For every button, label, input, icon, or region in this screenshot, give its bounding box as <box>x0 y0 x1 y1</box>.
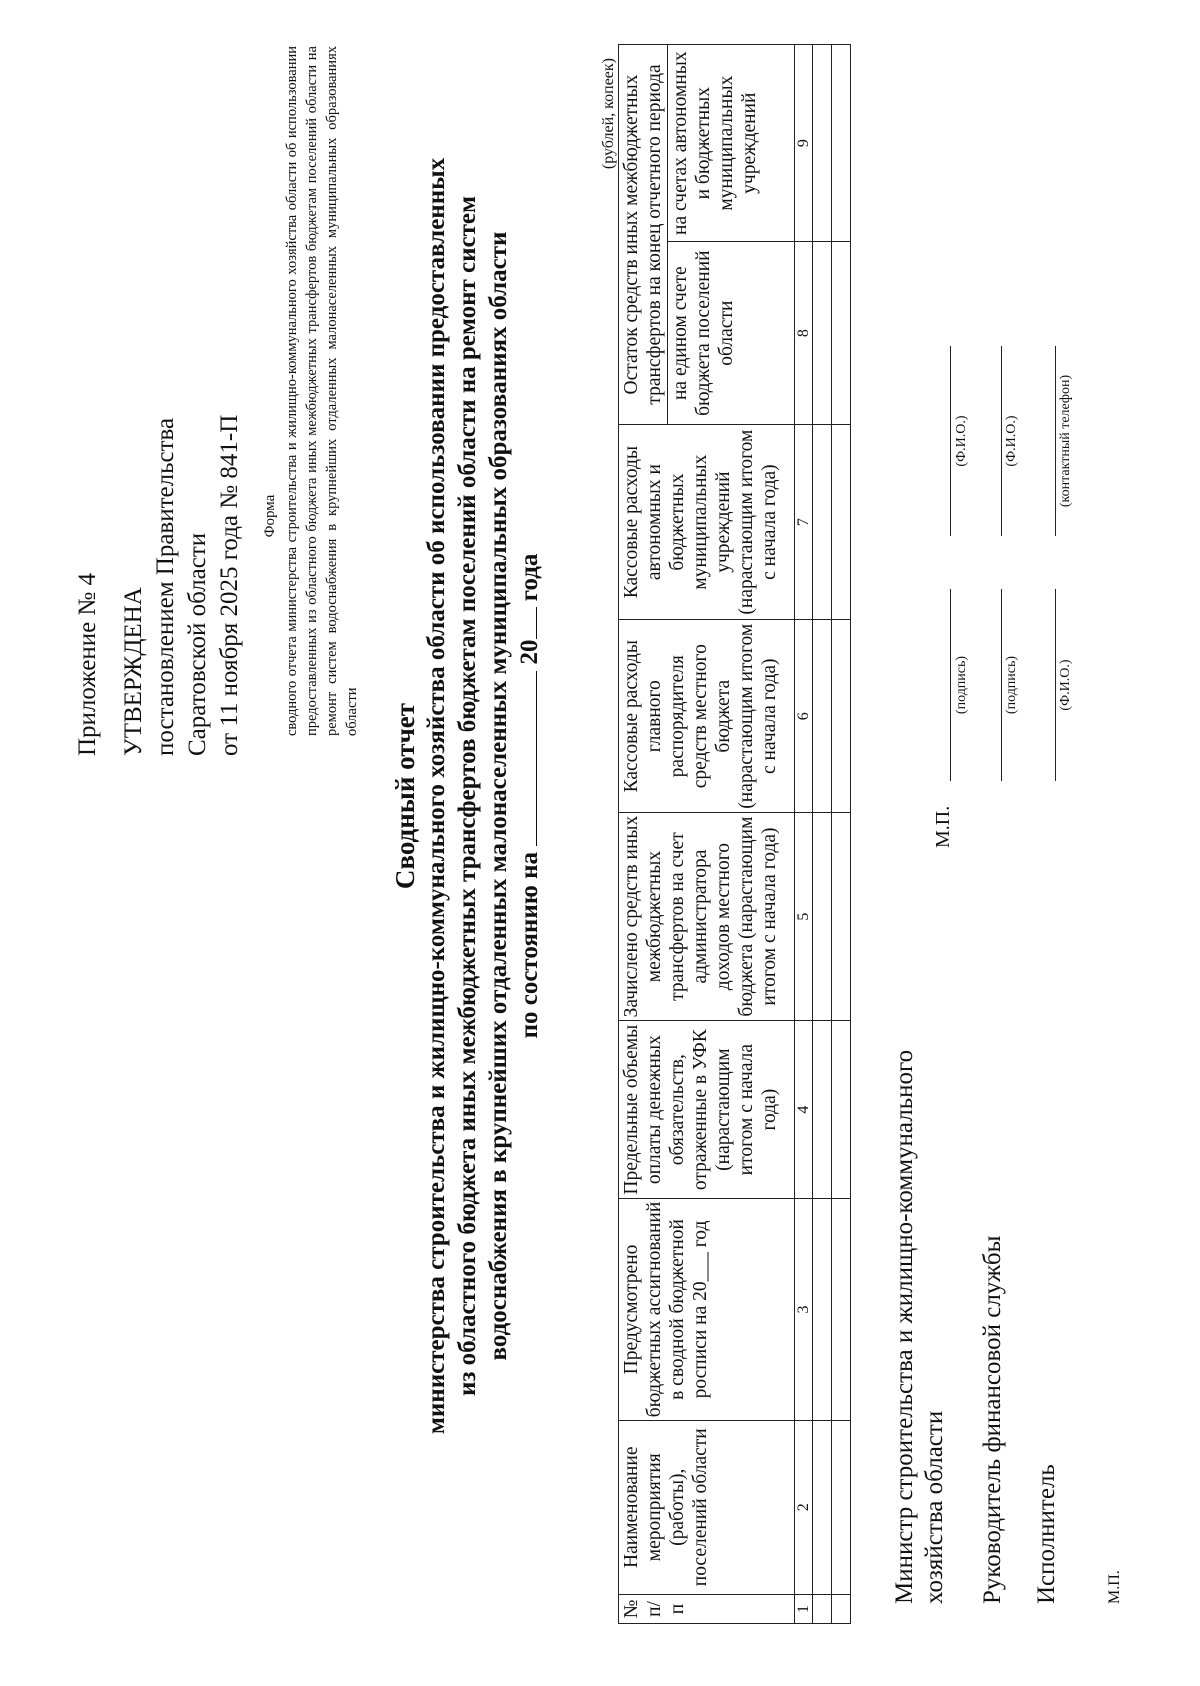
table-cell <box>813 813 832 1021</box>
table-cell <box>832 1594 851 1623</box>
table-cell <box>813 45 832 242</box>
table-cell <box>832 813 851 1021</box>
report-subtitle-line: министерства строительства и жилищно-коммунального хозяйства области об использовании предоставленных <box>423 157 450 1435</box>
table-cell <box>813 1199 832 1420</box>
column-number: 5 <box>795 813 813 1021</box>
table-cell <box>813 425 832 620</box>
column-number: 6 <box>795 620 813 813</box>
form-description: сводного отчета министерства строительства и жилищно-коммунального хозяйства области об использовании предоставленных из областного бюджета иных межбюджетных трансфертов бюджетам поселений области на ремонт систем водоснабжения в крупнейших отдаленных малонаселенных муниципальных образованиях области <box>284 46 360 736</box>
column-number: 7 <box>795 425 813 620</box>
table-cell <box>813 242 832 425</box>
signature-line <box>1001 589 1002 781</box>
phone-caption: (контактный телефон) <box>1058 374 1073 508</box>
table-row <box>813 45 832 1624</box>
signature-line <box>950 589 951 781</box>
as-of-label: по состоянию на <box>516 852 543 1039</box>
header-cell-cash-main: Кассовые расходы главного распорядителя средств местного бюджета (нарастающим итогом с начала года) <box>619 620 795 813</box>
form-label: Форма <box>262 494 278 538</box>
fio-line <box>1001 346 1002 536</box>
year-blank <box>514 608 537 640</box>
table-cell <box>813 1420 832 1594</box>
column-number: 8 <box>795 242 813 425</box>
stamp-place: М.П. <box>932 805 954 848</box>
table-cell <box>832 242 851 425</box>
date-blank <box>514 671 537 846</box>
minister-title <box>890 1050 950 1604</box>
fio-caption: (Ф.И.О.) <box>1004 415 1019 467</box>
minister-title-line: хозяйства области <box>921 1410 948 1604</box>
header-cell-number: № п/п <box>619 1594 795 1623</box>
header-cell-limits: Предельные объемы оплаты денежных обязательств, отраженные в УФК (нарастающим итогом с начала года) <box>619 1020 795 1199</box>
report-title-block <box>390 46 545 1546</box>
header-cell-planned: Предусмотрено бюджетных ассигнований в сводной бюджетной росписи на 20___ год <box>619 1199 795 1420</box>
fio-caption: (Ф.И.О.) <box>1058 659 1073 711</box>
approval-line: от 11 ноября 2025 года № 841-П <box>216 414 243 756</box>
column-number: 1 <box>795 1594 813 1623</box>
signature-caption: (подпись) <box>954 655 969 715</box>
column-number: 3 <box>795 1199 813 1420</box>
table-cell <box>832 1420 851 1594</box>
executor-title: Исполнитель <box>1033 1464 1060 1604</box>
approval-line: постановлением Правительства <box>152 417 179 756</box>
table-cell <box>832 620 851 813</box>
report-subtitle-line: из областного бюджета иных межбюджетных трансфертов бюджетам поселений области на ремонт систем <box>454 195 481 1397</box>
minister-title-line: Министр строительства и жилищно-коммунального <box>891 1049 918 1604</box>
column-number: 2 <box>795 1420 813 1594</box>
header-cell-cash-institutions: Кассовые расходы автономных и бюджетных муниципальных учреждений (нарастающим итогом с начала года) <box>619 425 795 620</box>
column-number: 4 <box>795 1020 813 1199</box>
header-cell-balance-group: Остаток средств иных межбюджетных трансфертов на конец отчетного периода <box>619 45 668 425</box>
fio-line <box>950 346 951 536</box>
year-suffix: года <box>516 553 543 602</box>
signature-caption: (подпись) <box>1004 655 1019 715</box>
table-cell <box>832 1020 851 1199</box>
table-cell <box>813 1594 832 1623</box>
annex-number: Приложение № 4 <box>74 572 101 756</box>
stamp-place-bottom: М.П. <box>1106 1570 1123 1604</box>
report-subtitle-line: водоснабжения в крупнейших отдаленных малонаселенных муниципальных образованиях области <box>485 231 512 1361</box>
approved-stamp: УТВЕРЖДЕНА <box>120 587 147 756</box>
year-prefix: 20 <box>516 639 543 665</box>
report-title: Сводный отчет <box>390 702 420 890</box>
column-number: 9 <box>795 45 813 242</box>
table-header-row <box>619 45 668 1624</box>
table-cell <box>813 1020 832 1199</box>
header-cell-name: Наименование мероприятия (работы), поселений области <box>619 1420 795 1594</box>
table-number-row <box>795 45 813 1624</box>
approval-block <box>72 36 246 756</box>
approval-line: Саратовской области <box>184 532 211 756</box>
header-cell-single-account: на едином счете бюджета поселений области <box>668 242 795 425</box>
units-note: (рублей, копеек) <box>600 58 617 170</box>
header-cell-credited: Зачислено средств иных межбюджетных трансфертов на счет администратора доходов местного бюджета (нарастающим итогом с начала года) <box>619 813 795 1021</box>
finance-head-title: Руководитель финансовой службы <box>979 1235 1006 1604</box>
table-cell <box>813 620 832 813</box>
table-row <box>832 45 851 1624</box>
report-date-line <box>514 46 545 1546</box>
fio-line <box>1055 589 1056 781</box>
table-cell <box>832 1199 851 1420</box>
table-cell <box>832 45 851 242</box>
phone-line <box>1055 346 1056 536</box>
table-cell <box>832 425 851 620</box>
report-table <box>618 44 851 1624</box>
fio-caption: (Ф.И.О.) <box>954 415 969 467</box>
header-cell-institution-accounts: на счетах автономных и бюджетных муниципальных учреждений <box>668 45 795 242</box>
